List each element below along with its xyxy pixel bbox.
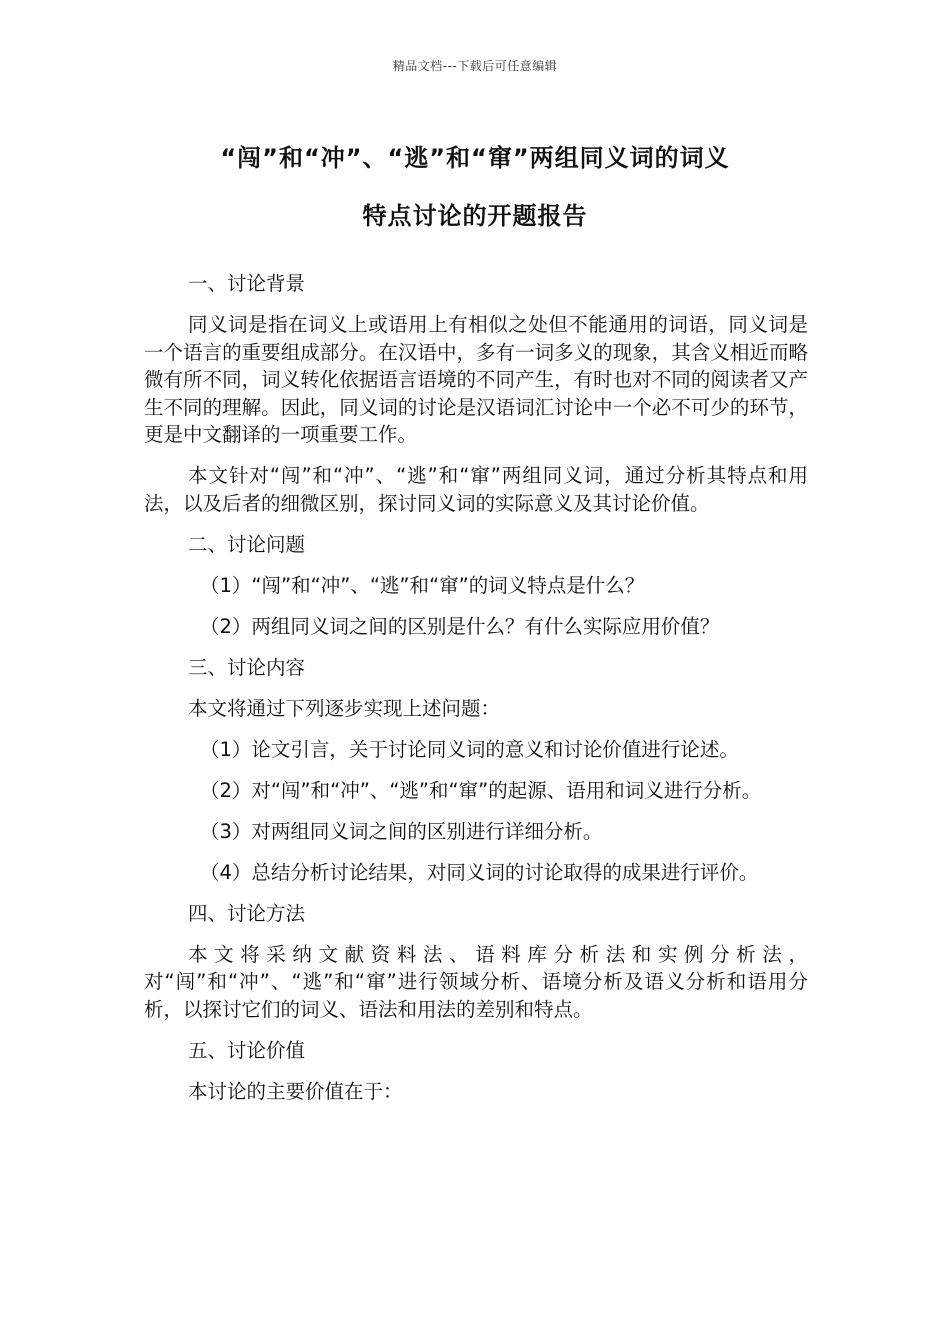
- section-heading-questions: 二、讨论问题: [188, 532, 306, 556]
- paragraph-background-2: 本文针对“闯”和“冲”、“逃”和“窜”两组同义词，通过分析其特点和用法，以及后者的细微区别，探讨同义词的实际意义及其讨论价值。: [144, 464, 808, 515]
- question-item-1: （1）“闯”和“冲”、“逃”和“窜”的词义特点是什么？: [200, 573, 645, 597]
- section-heading-methods: 四、讨论方法: [188, 901, 306, 925]
- section-heading-value: 五、讨论价值: [188, 1038, 306, 1062]
- content-item-3: （3）对两组同义词之间的区别进行详细分析。: [200, 819, 603, 843]
- question-item-2: （2）两组同义词之间的区别是什么？有什么实际应用价值？: [200, 614, 720, 638]
- document-title-line-1: “闯”和“冲”、“逃”和“窜”两组同义词的词义: [220, 144, 730, 172]
- paragraph-value-intro: 本讨论的主要价值在于：: [188, 1079, 403, 1103]
- document-body: [144, 270, 808, 1119]
- content-item-2: （2）对“闯”和“冲”、“逃”和“窜”的起源、语用和词义进行分析。: [200, 778, 762, 802]
- paragraph-background-1: 同义词是指在词义上或语用上有相似之处但不能通用的词语，同义词是一个语言的重要组成部分。在汉语中，多有一词多义的现象，其含义相近而略微有所不同，词义转化依据语言语境的不同产生，有时也对不同的阅读者又产生不同的理解。因此，同义词的讨论是汉语词汇讨论中一个必不可少的环节，更是中文翻译的一项重要工作。: [144, 313, 808, 446]
- content-item-1: （1）论文引言，关于讨论同义词的意义和讨论价值进行论述。: [200, 737, 739, 761]
- paragraph-content-intro: 本文将通过下列逐步实现上述问题：: [188, 696, 501, 720]
- section-heading-content: 三、讨论内容: [188, 655, 306, 679]
- page-header-note: 精品文档---下载后可任意编辑: [392, 59, 558, 73]
- document-title-line-2: 特点讨论的开题报告: [362, 202, 588, 230]
- section-heading-background: 一、讨论背景: [188, 272, 306, 295]
- paragraph-methods: 本文将采纳文献资料法、语料库分析法和实例分析法，对“闯”和“冲”、“逃”和“窜”进行领域分析、语境分析及语义分析和语用分析，以探讨它们的词义、语法和用法的差别和特点。: [144, 942, 808, 1021]
- content-item-4: （4）总结分析讨论结果，对同义词的讨论取得的成果进行评价。: [200, 860, 759, 884]
